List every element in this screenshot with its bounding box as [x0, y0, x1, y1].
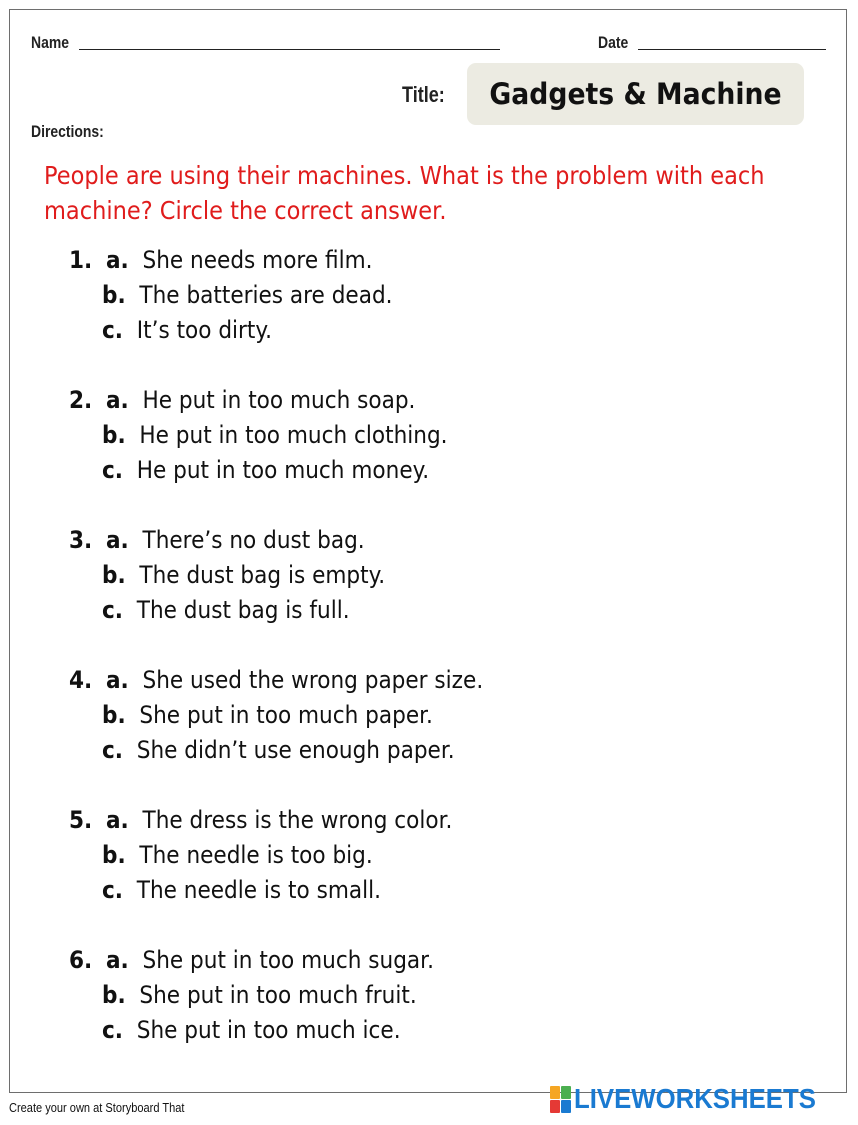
- question-4-option-a[interactable]: [69, 666, 483, 694]
- question-3-option-c[interactable]: [102, 596, 350, 624]
- option-text: The batteries are dead.: [139, 281, 393, 309]
- question-5-option-b[interactable]: [102, 841, 373, 869]
- instructions-text: People are using their machines. What is the problem with each machine? Circle the correct answer.: [44, 161, 765, 225]
- question-2-option-b[interactable]: [102, 421, 448, 449]
- option-text: It’s too dirty.: [136, 316, 272, 344]
- option-letter: a.: [105, 526, 129, 554]
- option-letter: b.: [102, 981, 126, 1009]
- option-letter: b.: [102, 841, 126, 869]
- question-6-option-b[interactable]: [102, 981, 417, 1009]
- question-6-option-c[interactable]: [102, 1016, 401, 1044]
- question-number: 4.: [69, 666, 93, 694]
- option-text: She put in too much paper.: [139, 701, 433, 729]
- liveworksheets-logo-icon: [550, 1086, 571, 1113]
- question-1-option-a[interactable]: [69, 246, 372, 274]
- option-text: He put in too much clothing.: [139, 421, 448, 449]
- question-number: 5.: [69, 806, 93, 834]
- option-letter: b.: [102, 421, 126, 449]
- date-label: Date: [598, 33, 629, 52]
- option-text: She put in too much sugar.: [142, 946, 434, 974]
- option-letter: a.: [105, 946, 129, 974]
- title-box: [467, 63, 804, 125]
- option-text: She didn’t use enough paper.: [136, 736, 455, 764]
- question-6-option-a[interactable]: [69, 946, 434, 974]
- option-letter: b.: [102, 701, 126, 729]
- option-text: The dress is the wrong color.: [142, 806, 453, 834]
- option-text: She put in too much ice.: [136, 1016, 401, 1044]
- option-letter: c.: [102, 456, 124, 484]
- liveworksheets-wordmark: LIVEWORKSHEETS: [574, 1083, 816, 1114]
- question-3-option-b[interactable]: [102, 561, 385, 589]
- worksheet-title: Gadgets & Machine: [489, 77, 782, 111]
- name-label: Name: [31, 33, 69, 52]
- option-letter: a.: [105, 246, 129, 274]
- option-text: There’s no dust bag.: [142, 526, 365, 554]
- option-letter: a.: [105, 806, 129, 834]
- option-letter: c.: [102, 316, 124, 344]
- option-text: He put in too much money.: [136, 456, 430, 484]
- option-letter: c.: [102, 596, 124, 624]
- liveworksheets-brand[interactable]: [550, 1084, 837, 1114]
- question-1-option-c[interactable]: [102, 316, 272, 344]
- question-3-option-a[interactable]: [69, 526, 365, 554]
- option-text: The needle is too big.: [139, 841, 373, 869]
- question-2-option-c[interactable]: [102, 456, 429, 484]
- option-text: The needle is to small.: [136, 876, 381, 904]
- option-letter: a.: [105, 386, 129, 414]
- question-5-option-a[interactable]: [69, 806, 452, 834]
- question-4-option-c[interactable]: [102, 736, 455, 764]
- question-5-option-c[interactable]: [102, 876, 381, 904]
- option-letter: c.: [102, 1016, 124, 1044]
- question-4-option-b[interactable]: [102, 701, 433, 729]
- question-number: 3.: [69, 526, 93, 554]
- question-1-option-b[interactable]: [102, 281, 393, 309]
- question-number: 6.: [69, 946, 93, 974]
- option-letter: c.: [102, 876, 124, 904]
- title-label: Title:: [402, 82, 445, 107]
- question-2-option-a[interactable]: [69, 386, 415, 414]
- option-letter: c.: [102, 736, 124, 764]
- option-letter: b.: [102, 561, 126, 589]
- option-text: The dust bag is full.: [136, 596, 350, 624]
- option-text: He put in too much soap.: [142, 386, 416, 414]
- question-number: 1.: [69, 246, 93, 274]
- storyboard-credit: Create your own at Storyboard That: [9, 1100, 185, 1115]
- option-text: She used the wrong paper size.: [142, 666, 484, 694]
- option-text: The dust bag is empty.: [139, 561, 386, 589]
- option-text: She needs more film.: [142, 246, 373, 274]
- option-letter: b.: [102, 281, 126, 309]
- directions-label: Directions:: [31, 122, 104, 141]
- option-letter: a.: [105, 666, 129, 694]
- date-field[interactable]: [638, 49, 826, 50]
- question-number: 2.: [69, 386, 93, 414]
- option-text: She put in too much fruit.: [139, 981, 417, 1009]
- name-field[interactable]: [79, 49, 500, 50]
